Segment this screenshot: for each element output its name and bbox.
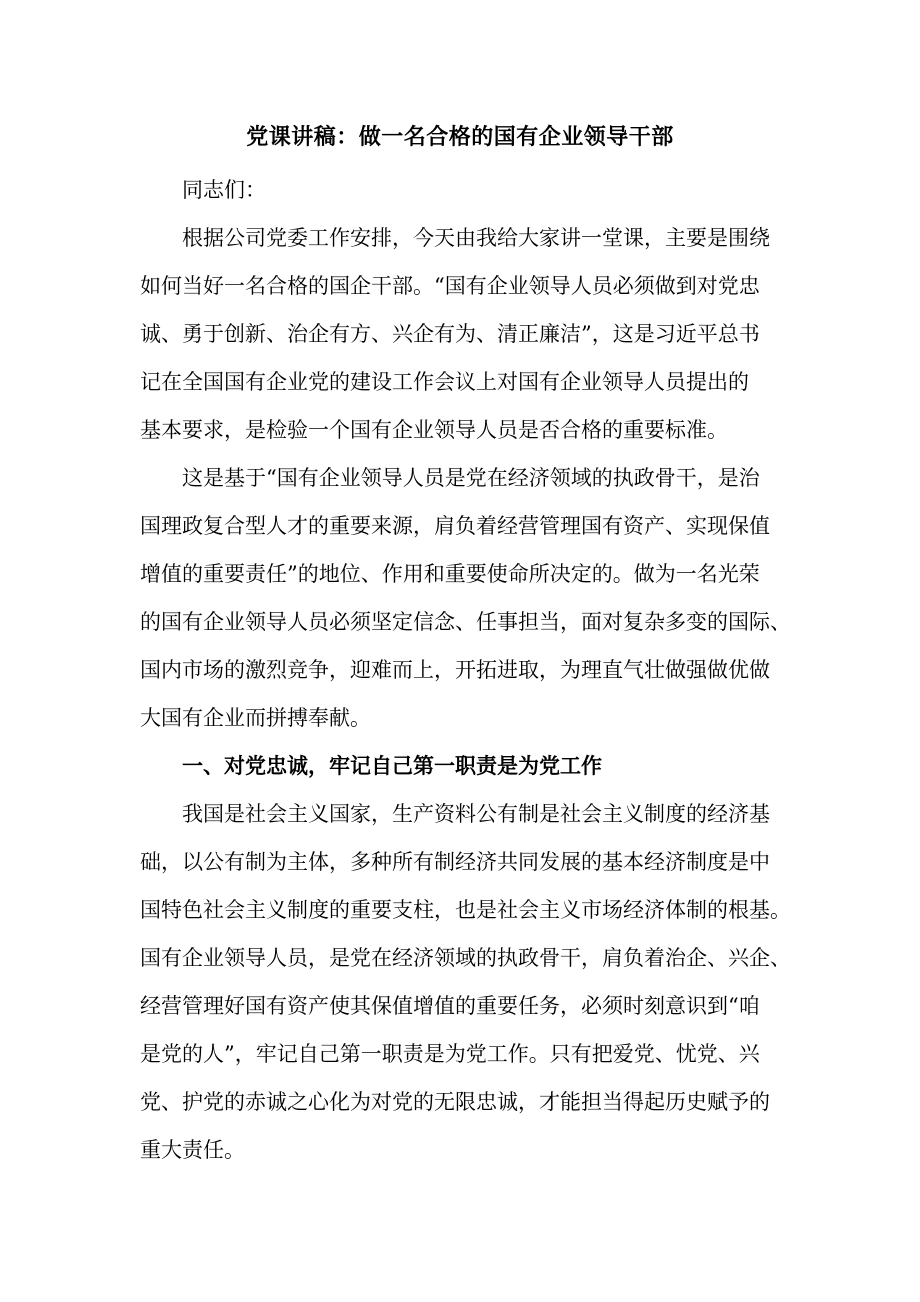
- paragraph-text: 础，以公有制为主体，多种所有制经济共同发展的基本经济制度是中: [140, 850, 770, 874]
- paragraph-text: 党、护党的赤诚之心化为对党的无限忠诚，才能担当得起历史赋予的: [140, 1090, 770, 1114]
- paragraph-text: 经营管理好国有资产使其保值增值的重要任务，必须时刻意识到“咱: [140, 994, 760, 1018]
- document-title: 党课讲稿：做一名合格的国有企业领导干部: [246, 125, 674, 150]
- paragraph-text: 国有企业领导人员，是党在经济领域的执政骨干，肩负着治企、兴企、: [140, 946, 791, 970]
- paragraph-text: 记在全国国有企业党的建设工作会议上对国有企业领导人员提出的: [140, 370, 749, 394]
- salutation: 同志们：: [182, 178, 266, 202]
- paragraph-text: 大国有企业而拼搏奉献。: [140, 706, 371, 730]
- paragraph-text: 是党的人”，牢记自己第一职责是为党工作。只有把爱党、忧党、兴: [140, 1042, 760, 1066]
- paragraph-text: 重大责任。: [140, 1138, 245, 1162]
- paragraph-text: 基本要求，是检验一个国有企业领导人员是否合格的重要标准。: [140, 418, 728, 442]
- paragraph-text: 国理政复合型人才的重要来源，肩负着经营管理国有资产、实现保值: [140, 514, 770, 538]
- paragraph-text: 我国是社会主义国家，生产资料公有制是社会主义制度的经济基: [182, 802, 770, 826]
- section-heading: 一、对党忠诚，牢记自己第一职责是为党工作: [182, 754, 602, 778]
- paragraph-text: 增值的重要责任”的地位、作用和重要使命所决定的。做为一名光荣: [140, 562, 760, 586]
- paragraph-text: 根据公司党委工作安排，今天由我给大家讲一堂课，主要是围绕: [182, 226, 770, 250]
- paragraph-text: 国特色社会主义制度的重要支柱，也是社会主义市场经济体制的根基。: [140, 898, 791, 922]
- paragraph-text: 这是基于“国有企业领导人员是党在经济领域的执政骨干，是治: [182, 466, 760, 490]
- paragraph-text: 如何当好一名合格的国企干部。“国有企业领导人员必须做到对党忠: [140, 274, 760, 298]
- paragraph-text: 国内市场的激烈竞争，迎难而上，开拓进取，为理直气壮做强做优做: [140, 658, 770, 682]
- paragraph-text: 的国有企业领导人员必须坚定信念、任事担当，面对复杂多变的国际、: [140, 610, 791, 634]
- paragraph-text: 诚、勇于创新、治企有方、兴企有为、清正廉洁”，这是习近平总书: [140, 322, 760, 346]
